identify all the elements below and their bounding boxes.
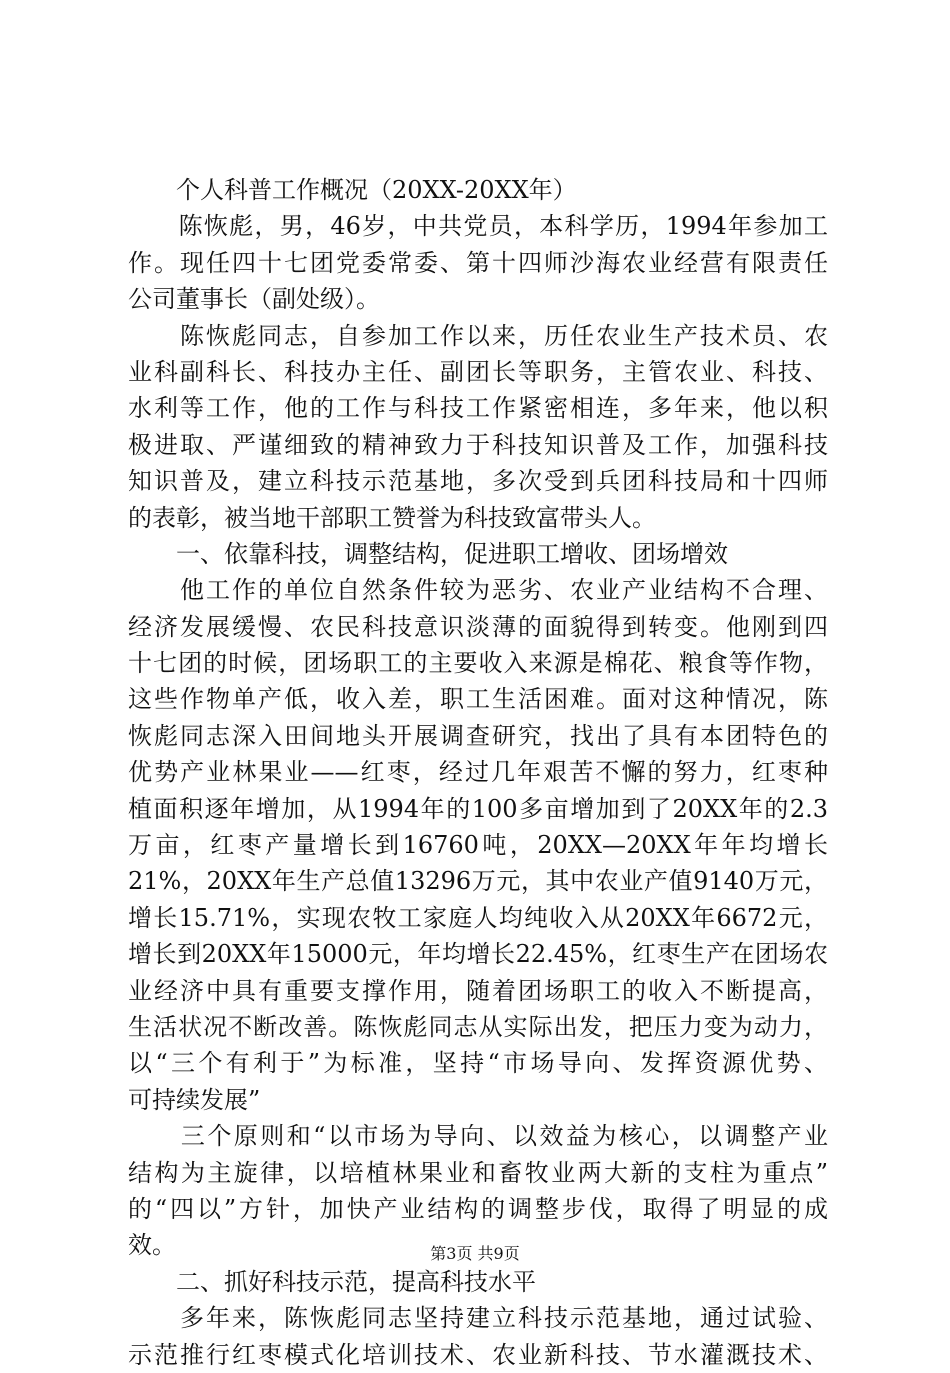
text-line: 经济发展缓慢、农民科技意识淡薄的面貌得到转变。他刚到四 (128, 612, 828, 641)
text-line: 效。 (128, 1231, 176, 1260)
text-line: 恢彪同志深入田间地头开展调查研究，找出了具有本团特色的 (128, 721, 828, 750)
text-line: 十七团的时候，团场职工的主要收入来源是棉花、粮食等作物， (128, 649, 828, 678)
text-line: 业经济中具有重要支撑作用，随着团场职工的收入不断提高， (128, 976, 828, 1005)
text-line: 二、抓好科技示范，提高科技水平 (128, 1267, 536, 1296)
text-line: 极进取、严谨细致的精神致力于科技知识普及工作，加强科技 (128, 430, 828, 459)
text-line: 结构为主旋律，以培植林果业和畜牧业两大新的支柱为重点” (128, 1158, 828, 1187)
text-line: 的“四以”方针，加快产业结构的调整步伐，取得了明显的成 (128, 1194, 828, 1223)
text-line: 陈恢彪同志，自参加工作以来，历任农业生产技术员、农 (128, 321, 828, 350)
text-line: 陈恢彪，男，46岁，中共党员，本科学历，1994年参加工 (128, 212, 828, 241)
text-line: 三个原则和“以市场为导向、以效益为核心，以调整产业 (128, 1122, 828, 1151)
text-line: 业科副科长、科技办主任、副团长等职务，主管农业、科技、 (128, 357, 828, 386)
text-line: 万亩，红枣产量增长到16760吨，20XX—20XX年年均增长 (128, 831, 828, 860)
text-line: 水利等工作，他的工作与科技工作紧密相连，多年来，他以积 (128, 394, 828, 423)
text-line: 优势产业林果业——红枣，经过几年艰苦不懈的努力，红枣种 (128, 758, 828, 787)
text-line: 以“三个有利于”为标准，坚持“市场导向、发挥资源优势、 (128, 1049, 828, 1078)
text-line: 多年来，陈恢彪同志坚持建立科技示范基地，通过试验、 (128, 1304, 828, 1333)
text-line: 生活状况不断改善。陈恢彪同志从实际出发，把压力变为动力， (128, 1012, 828, 1041)
text-line: 作。现任四十七团党委常委、第十四师沙海农业经营有限责任 (128, 248, 828, 277)
text-line: 这些作物单产低，收入差，职工生活困难。面对这种情况，陈 (128, 685, 828, 714)
text-line: 示范推行红枣模式化培训技术、农业新科技、节水灌溉技术、 (128, 1340, 828, 1369)
text-line: 增长到20XX年15000元，年均增长22.45%，红枣生产在团场农 (128, 940, 828, 969)
text-line: 公司董事长（副处级）。 (128, 285, 380, 314)
text-line: 可持续发展” (128, 1085, 261, 1114)
text-line: 增长15.71%，实现农牧工家庭人均纯收入从20XX年6672元， (128, 903, 828, 932)
document-body (128, 172, 828, 1373)
text-line: 个人科普工作概况（20XX-20XX年） (128, 176, 577, 204)
text-line: 他工作的单位自然条件较为恶劣、农业产业结构不合理、 (128, 576, 828, 605)
text-line: 知识普及，建立科技示范基地，多次受到兵团科技局和十四师 (128, 467, 828, 496)
text-line: 一、依靠科技，调整结构，促进职工增收、团场增效 (128, 539, 728, 568)
text-line: 21%，20XX年生产总值13296万元，其中农业产值9140万元， (128, 867, 828, 896)
text-line: 的表彰，被当地干部职工赞誉为科技致富带头人。 (128, 503, 656, 532)
text-line: 植面积逐年增加，从1994年的100多亩增加到了20XX年的2.3 (128, 794, 828, 823)
page-footer: 第3页 共9页 (430, 1244, 520, 1263)
